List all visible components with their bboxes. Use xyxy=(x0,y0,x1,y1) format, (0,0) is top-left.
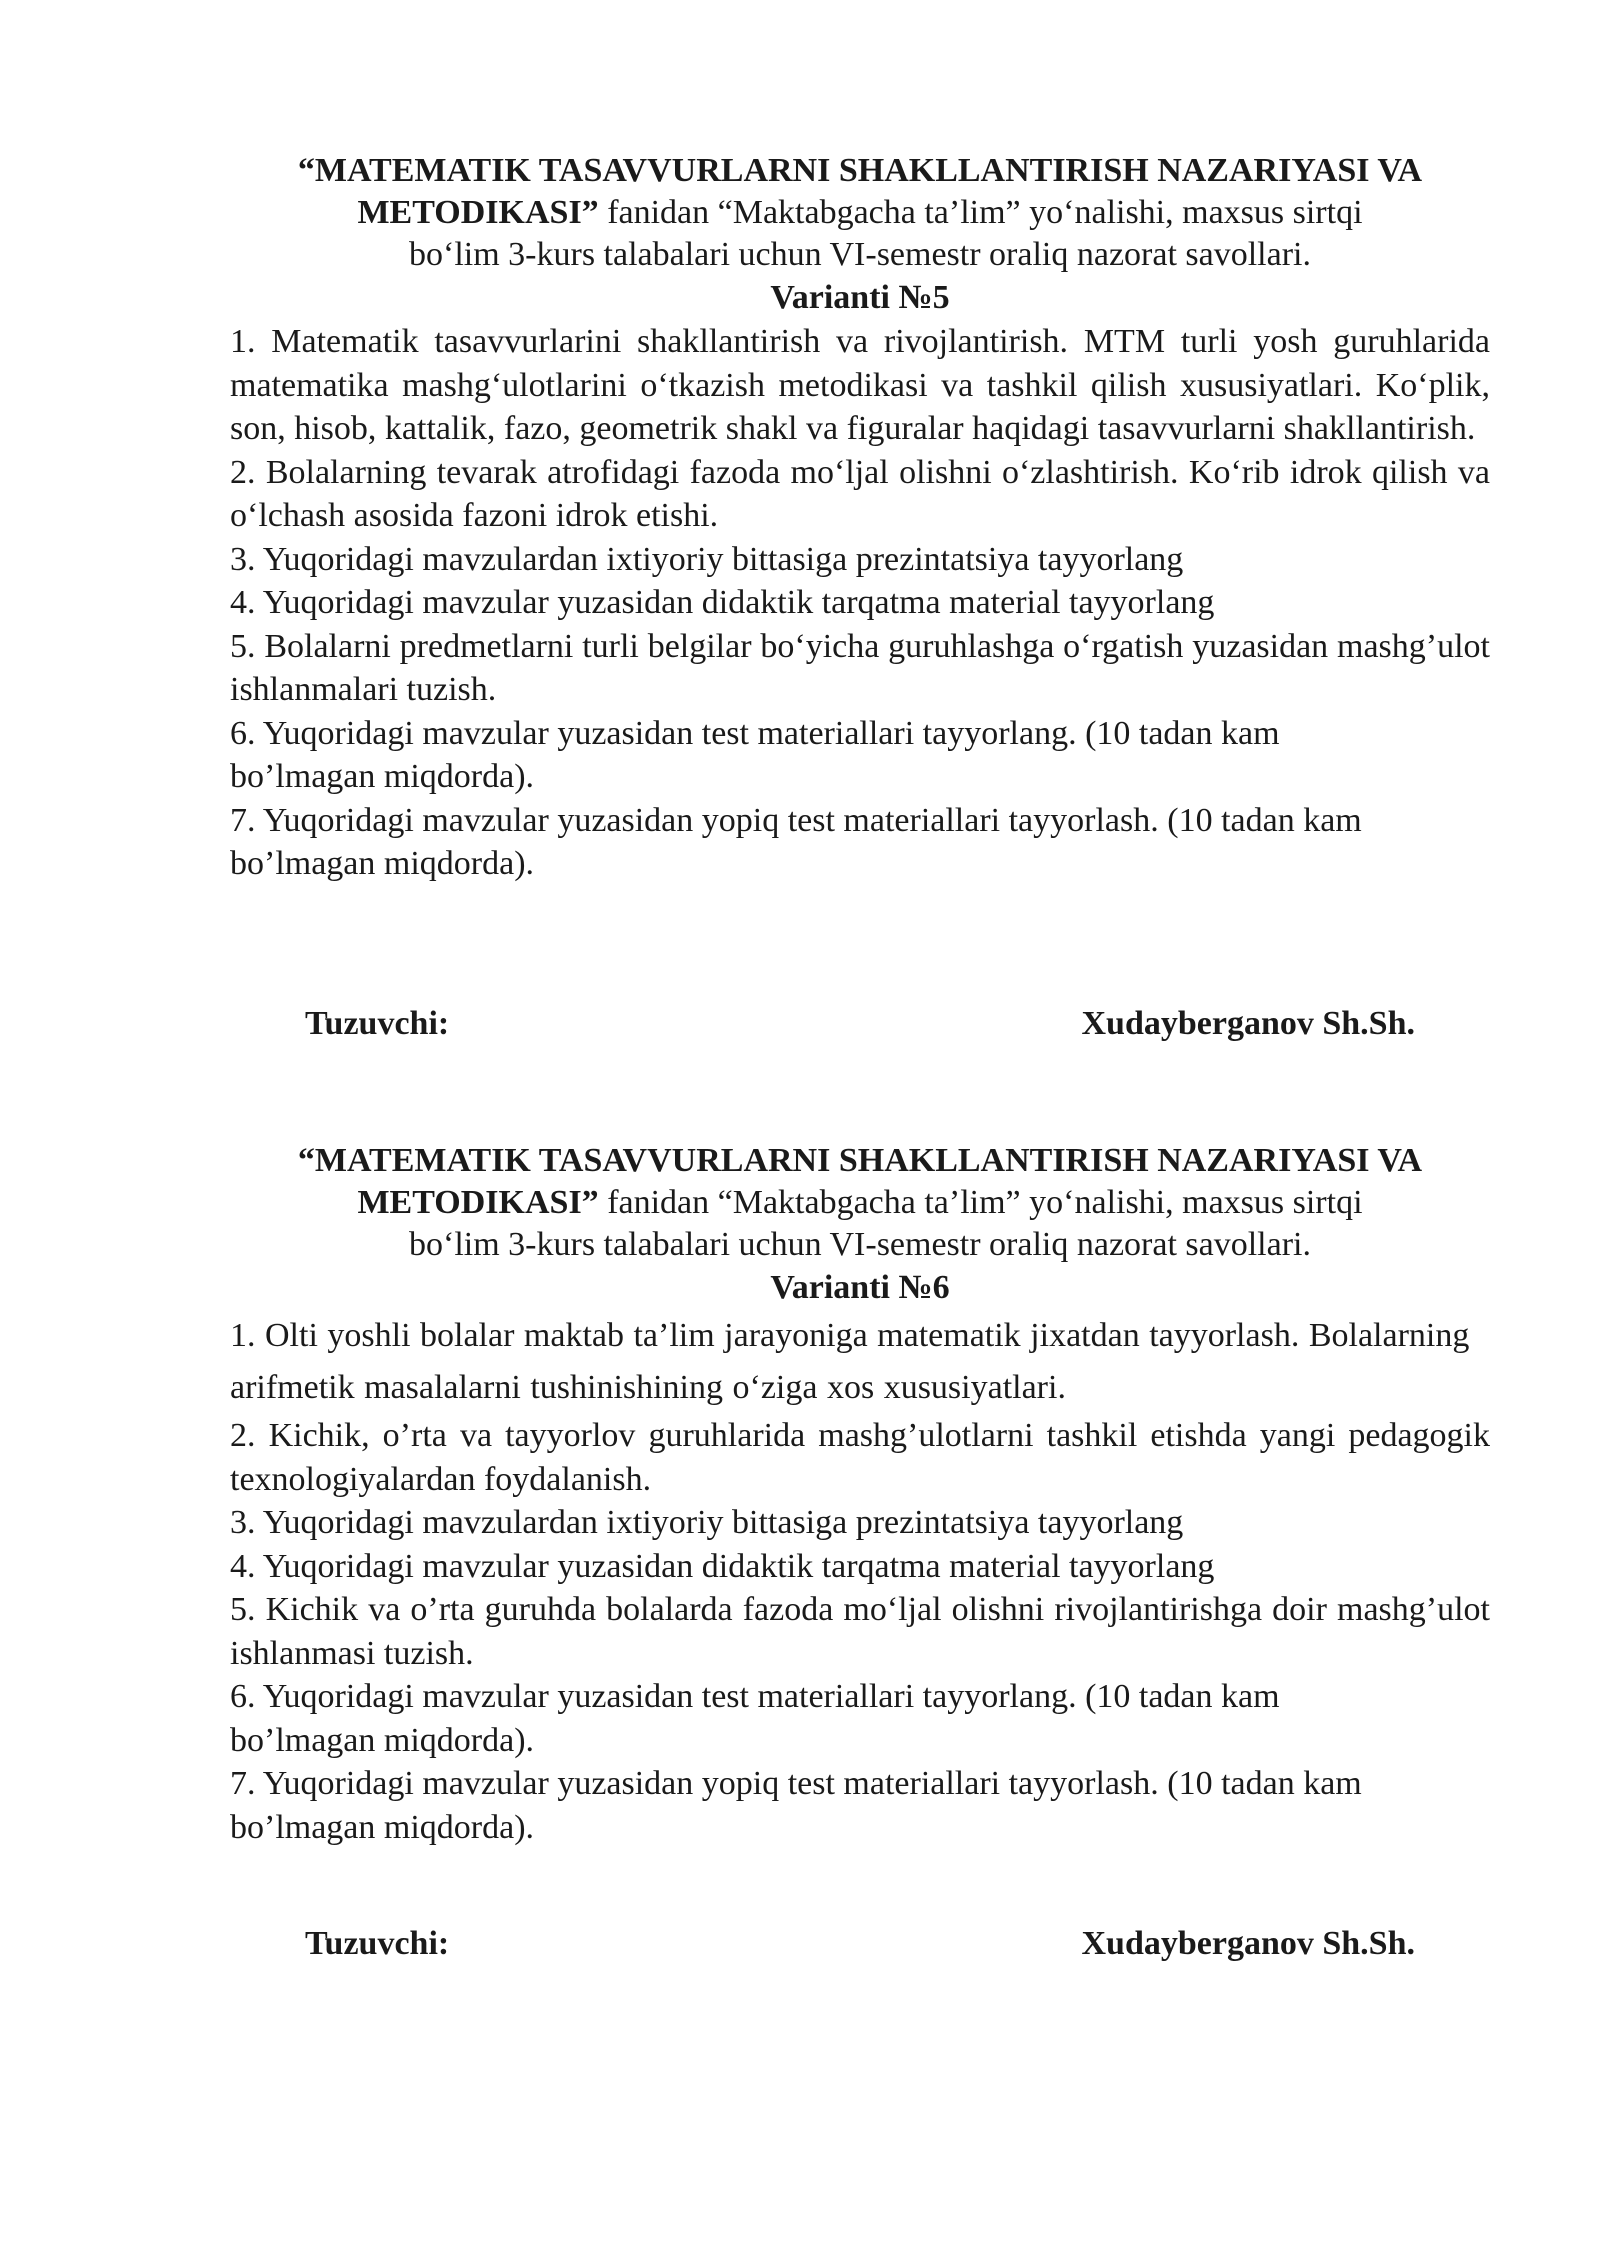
signature-name: Xudayberganov Sh.Sh. xyxy=(1081,1925,1415,1962)
heading-line-3: bo‘lim 3-kurs talabalari uchun VI-semestr oraliq nazorat savollari. xyxy=(409,236,1311,273)
course-title: “MATEMATIK TASAVVURLARNI SHAKLLANTIRISH NAZARIYASI VA METODIKASI” xyxy=(297,152,1423,231)
question-item: 1. Olti yoshli bolalar maktab ta’lim jarayoniga matematik jixatdan tayyorlash. Bolalarning arifmetik masalalarni tushinishining o‘ziga xos xususiyatlari. xyxy=(230,1317,1470,1406)
signature-label: Tuzuvchi: xyxy=(305,1925,450,1962)
question-item: 7. Yuqoridagi mavzular yuzasidan yopiq test materiallari tayyorlash. (10 tadan kam bo’lmagan miqdorda). xyxy=(230,1765,1362,1846)
question-item: 2. Bolalarning tevarak atrofidagi fazoda mo‘ljal olishni o‘zlashtirish. Ko‘rib idrok qilish va o‘lchash asosida fazoni idrok etishi. xyxy=(230,453,1490,534)
signature-name: Xudayberganov Sh.Sh. xyxy=(1081,1005,1415,1042)
document-heading xyxy=(230,1140,1490,1266)
course-title: “MATEMATIK TASAVVURLARNI SHAKLLANTIRISH NAZARIYASI VA METODIKASI” xyxy=(297,1142,1423,1221)
question-item: 6. Yuqoridagi mavzular yuzasidan test materiallari tayyorlang. (10 tadan kam bo’lmagan miqdorda). xyxy=(230,714,1280,795)
heading-rest: fanidan “Maktabgacha ta’lim” yo‘nalishi, maxsus sirtqi xyxy=(598,194,1363,231)
question-item: 1. Matematik tasavvurlarini shakllantirish va rivojlantirish. MTM turli yosh guruhlarida matematika mashg‘ulotlarini o‘tkazish metodikasi va tashkil qilish xususiyatlari. Ko‘plik, son, hisob, kattalik, fazo, geometrik shakl va figuralar haqidagi tasavvurlarni shakllantirish. xyxy=(230,323,1490,447)
heading-rest: fanidan “Maktabgacha ta’lim” yo‘nalishi, maxsus sirtqi xyxy=(598,1184,1363,1221)
variant-title: Varianti №5 xyxy=(770,279,950,316)
heading-line-3: bo‘lim 3-kurs talabalari uchun VI-semestr oraliq nazorat savollari. xyxy=(409,1226,1311,1263)
question-item: 7. Yuqoridagi mavzular yuzasidan yopiq test materiallari tayyorlash. (10 tadan kam bo’lmagan miqdorda). xyxy=(230,801,1362,882)
question-item: 3. Yuqoridagi mavzulardan ixtiyoriy bittasiga prezintatsiya tayyorlang xyxy=(230,540,1184,578)
variant-5-section xyxy=(230,150,1490,886)
signature-label: Tuzuvchi: xyxy=(305,1005,450,1042)
signature-block xyxy=(305,1005,1415,1043)
question-item: 3. Yuqoridagi mavzulardan ixtiyoriy bittasiga prezintatsiya tayyorlang xyxy=(230,1504,1184,1541)
question-item: 4. Yuqoridagi mavzular yuzasidan didaktik tarqatma material tayyorlang xyxy=(230,584,1215,621)
question-item: 4. Yuqoridagi mavzular yuzasidan didaktik tarqatma material tayyorlang xyxy=(230,1547,1215,1585)
document-heading xyxy=(230,150,1490,276)
question-item: 2. Kichik, o’rta va tayyorlov guruhlarida mashg’ulotlarni tashkil etishda yangi pedagogik texnologiyalardan foydalanish. xyxy=(230,1417,1490,1498)
question-item: 5. Kichik va o’rta guruhda bolalarda fazoda mo‘ljal olishni rivojlantirishga doir mashg’ulot ishlanmasi tuzish. xyxy=(230,1591,1490,1672)
variant-6-section xyxy=(230,1140,1490,1849)
question-item: 5. Bolalarni predmetlarni turli belgilar bo‘yicha guruhlashga o‘rgatish yuzasidan mashg’ulot ishlanmalari tuzish. xyxy=(230,627,1490,708)
signature-block xyxy=(305,1925,1415,1963)
question-item: 6. Yuqoridagi mavzular yuzasidan test materiallari tayyorlang. (10 tadan kam bo’lmagan miqdorda). xyxy=(230,1678,1280,1759)
variant-title: Varianti №6 xyxy=(770,1269,950,1306)
